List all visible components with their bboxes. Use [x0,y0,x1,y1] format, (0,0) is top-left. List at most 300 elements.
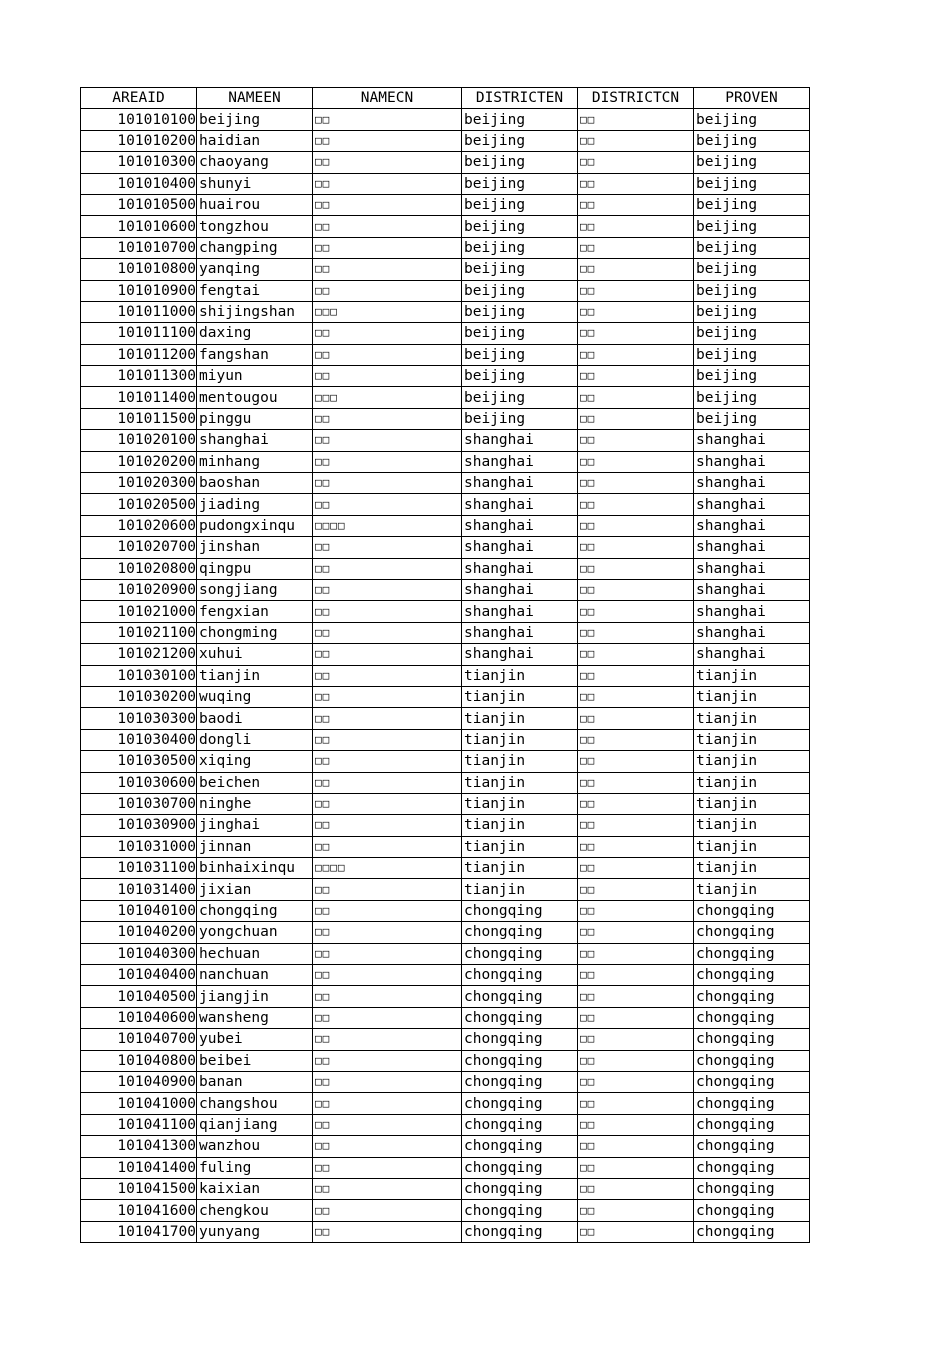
name-cn-cell: □□ [313,986,462,1007]
prov-en-cell: tianjin [694,772,810,793]
name-cn-cell: □□ [313,1221,462,1242]
district-cn-cell: □□ [578,558,694,579]
name-en-cell: haidian [197,130,313,151]
prov-en-cell: shanghai [694,622,810,643]
prov-en-cell: chongqing [694,1029,810,1050]
prov-en-cell: beijing [694,152,810,173]
district-en-cell: tianjin [462,708,578,729]
name-en-cell: changping [197,237,313,258]
name-cn-cell: □□ [313,729,462,750]
name-en-cell: daxing [197,323,313,344]
name-en-cell: songjiang [197,579,313,600]
district-en-cell: beijing [462,301,578,322]
name-cn-cell: □□ [313,344,462,365]
district-en-cell: beijing [462,173,578,194]
name-cn-cell: □□ [313,943,462,964]
table-row [81,943,810,964]
district-en-cell: shanghai [462,644,578,665]
district-cn-cell: □□ [578,793,694,814]
name-en-cell: tianjin [197,665,313,686]
name-cn-cell: □□ [313,1136,462,1157]
prov-en-cell: shanghai [694,558,810,579]
district-cn-cell: □□ [578,237,694,258]
name-cn-cell: □□ [313,1114,462,1135]
district-cn-cell: □□ [578,1221,694,1242]
column-header: DISTRICTEN [462,88,578,109]
area-id-cell: 101031100 [81,858,197,879]
table-row [81,1007,810,1028]
prov-en-cell: shanghai [694,451,810,472]
area-id-cell: 101011300 [81,366,197,387]
area-id-cell: 101040200 [81,922,197,943]
district-en-cell: beijing [462,408,578,429]
district-en-cell: beijing [462,109,578,130]
table-row [81,1178,810,1199]
district-en-cell: shanghai [462,601,578,622]
name-en-cell: jiading [197,494,313,515]
table-row [81,387,810,408]
name-cn-cell: □□ [313,579,462,600]
table-row [81,793,810,814]
table-row [81,686,810,707]
table-row [81,1029,810,1050]
name-cn-cell: □□ [313,109,462,130]
name-en-cell: yongchuan [197,922,313,943]
district-en-cell: beijing [462,237,578,258]
area-id-cell: 101011400 [81,387,197,408]
prov-en-cell: beijing [694,194,810,215]
district-cn-cell: □□ [578,451,694,472]
district-en-cell: shanghai [462,558,578,579]
name-cn-cell: □□ [313,1050,462,1071]
name-cn-cell: □□ [313,815,462,836]
name-en-cell: jinshan [197,537,313,558]
district-en-cell: chongqing [462,943,578,964]
area-id-cell: 101010500 [81,194,197,215]
prov-en-cell: chongqing [694,1178,810,1199]
name-en-cell: chongming [197,622,313,643]
district-en-cell: shanghai [462,515,578,536]
table-row [81,644,810,665]
column-header: DISTRICTCN [578,88,694,109]
district-en-cell: beijing [462,366,578,387]
prov-en-cell: tianjin [694,836,810,857]
name-en-cell: chengkou [197,1200,313,1221]
district-cn-cell: □□ [578,216,694,237]
name-cn-cell: □□□□ [313,515,462,536]
area-id-cell: 101011200 [81,344,197,365]
table-row [81,558,810,579]
prov-en-cell: tianjin [694,879,810,900]
district-en-cell: beijing [462,259,578,280]
table-row [81,408,810,429]
district-en-cell: chongqing [462,1050,578,1071]
table-row [81,729,810,750]
name-en-cell: wansheng [197,1007,313,1028]
table-row [81,451,810,472]
area-id-cell: 101030700 [81,793,197,814]
table-row [81,601,810,622]
prov-en-cell: beijing [694,173,810,194]
name-en-cell: hechuan [197,943,313,964]
district-cn-cell: □□ [578,387,694,408]
name-en-cell: baoshan [197,473,313,494]
area-id-cell: 101030400 [81,729,197,750]
district-cn-cell: □□ [578,259,694,280]
district-en-cell: chongqing [462,965,578,986]
district-cn-cell: □□ [578,622,694,643]
name-cn-cell: □□ [313,836,462,857]
district-cn-cell: □□ [578,772,694,793]
name-cn-cell: □□ [313,900,462,921]
table-row [81,152,810,173]
name-cn-cell: □□ [313,1093,462,1114]
district-cn-cell: □□ [578,152,694,173]
district-en-cell: tianjin [462,815,578,836]
prov-en-cell: tianjin [694,751,810,772]
district-cn-cell: □□ [578,1029,694,1050]
area-id-cell: 101020500 [81,494,197,515]
name-cn-cell: □□□□ [313,858,462,879]
name-cn-cell: □□ [313,644,462,665]
prov-en-cell: tianjin [694,815,810,836]
prov-en-cell: beijing [694,387,810,408]
district-cn-cell: □□ [578,922,694,943]
table-row [81,665,810,686]
district-en-cell: beijing [462,280,578,301]
district-en-cell: beijing [462,387,578,408]
name-en-cell: pudongxinqu [197,515,313,536]
district-cn-cell: □□ [578,1050,694,1071]
area-table [80,87,810,1243]
area-id-cell: 101021000 [81,601,197,622]
table-row [81,473,810,494]
name-en-cell: shunyi [197,173,313,194]
district-cn-cell: □□ [578,194,694,215]
area-id-cell: 101021200 [81,644,197,665]
prov-en-cell: shanghai [694,579,810,600]
name-en-cell: ninghe [197,793,313,814]
district-en-cell: chongqing [462,1200,578,1221]
name-en-cell: yanqing [197,259,313,280]
name-en-cell: jinnan [197,836,313,857]
area-id-cell: 101020200 [81,451,197,472]
prov-en-cell: beijing [694,259,810,280]
table-row [81,194,810,215]
table-row [81,366,810,387]
prov-en-cell: beijing [694,323,810,344]
table-row [81,1114,810,1135]
area-id-cell: 101040100 [81,900,197,921]
district-en-cell: chongqing [462,1029,578,1050]
name-en-cell: miyun [197,366,313,387]
table-row [81,344,810,365]
district-cn-cell: □□ [578,109,694,130]
district-cn-cell: □□ [578,729,694,750]
area-id-cell: 101020300 [81,473,197,494]
name-en-cell: shijingshan [197,301,313,322]
area-id-cell: 101040900 [81,1071,197,1092]
table-row [81,494,810,515]
name-cn-cell: □□ [313,494,462,515]
area-id-cell: 101010800 [81,259,197,280]
name-cn-cell: □□ [313,323,462,344]
name-en-cell: fengtai [197,280,313,301]
district-cn-cell: □□ [578,430,694,451]
name-cn-cell: □□ [313,751,462,772]
name-cn-cell: □□ [313,451,462,472]
district-cn-cell: □□ [578,644,694,665]
name-en-cell: shanghai [197,430,313,451]
name-en-cell: chongqing [197,900,313,921]
district-en-cell: chongqing [462,986,578,1007]
area-id-cell: 101040600 [81,1007,197,1028]
district-cn-cell: □□ [578,130,694,151]
name-en-cell: minhang [197,451,313,472]
district-cn-cell: □□ [578,473,694,494]
name-cn-cell: □□ [313,1071,462,1092]
area-id-cell: 101031400 [81,879,197,900]
name-en-cell: yubei [197,1029,313,1050]
district-en-cell: beijing [462,194,578,215]
district-cn-cell: □□ [578,858,694,879]
district-cn-cell: □□ [578,173,694,194]
district-en-cell: chongqing [462,1007,578,1028]
name-en-cell: kaixian [197,1178,313,1199]
prov-en-cell: tianjin [694,708,810,729]
prov-en-cell: beijing [694,366,810,387]
area-id-cell: 101030100 [81,665,197,686]
district-en-cell: shanghai [462,537,578,558]
table-row [81,216,810,237]
prov-en-cell: chongqing [694,943,810,964]
prov-en-cell: chongqing [694,965,810,986]
prov-en-cell: shanghai [694,430,810,451]
district-en-cell: tianjin [462,772,578,793]
area-id-cell: 101020600 [81,515,197,536]
area-id-cell: 101030600 [81,772,197,793]
district-en-cell: tianjin [462,729,578,750]
district-en-cell: shanghai [462,451,578,472]
name-cn-cell: □□ [313,152,462,173]
table-row [81,708,810,729]
table-row [81,986,810,1007]
prov-en-cell: chongqing [694,1200,810,1221]
area-id-cell: 101011000 [81,301,197,322]
prov-en-cell: chongqing [694,1221,810,1242]
name-cn-cell: □□ [313,1007,462,1028]
name-cn-cell: □□ [313,772,462,793]
prov-en-cell: tianjin [694,858,810,879]
area-id-cell: 101030300 [81,708,197,729]
prov-en-cell: chongqing [694,1071,810,1092]
prov-en-cell: beijing [694,301,810,322]
table-row [81,173,810,194]
area-id-cell: 101010100 [81,109,197,130]
name-cn-cell: □□ [313,1157,462,1178]
name-en-cell: xiqing [197,751,313,772]
name-cn-cell: □□□ [313,301,462,322]
name-en-cell: fuling [197,1157,313,1178]
name-cn-cell: □□□ [313,387,462,408]
name-cn-cell: □□ [313,408,462,429]
name-en-cell: dongli [197,729,313,750]
district-en-cell: tianjin [462,858,578,879]
district-cn-cell: □□ [578,344,694,365]
district-cn-cell: □□ [578,1114,694,1135]
name-cn-cell: □□ [313,173,462,194]
name-en-cell: fangshan [197,344,313,365]
name-cn-cell: □□ [313,130,462,151]
name-en-cell: wanzhou [197,1136,313,1157]
prov-en-cell: shanghai [694,537,810,558]
name-cn-cell: □□ [313,259,462,280]
prov-en-cell: chongqing [694,986,810,1007]
district-en-cell: tianjin [462,879,578,900]
name-cn-cell: □□ [313,558,462,579]
table-row [81,1157,810,1178]
district-cn-cell: □□ [578,686,694,707]
table-row [81,900,810,921]
district-cn-cell: □□ [578,601,694,622]
name-en-cell: qingpu [197,558,313,579]
name-cn-cell: □□ [313,879,462,900]
prov-en-cell: chongqing [694,1093,810,1114]
name-en-cell: qianjiang [197,1114,313,1135]
name-en-cell: chaoyang [197,152,313,173]
district-en-cell: beijing [462,130,578,151]
district-en-cell: beijing [462,344,578,365]
district-en-cell: tianjin [462,665,578,686]
area-id-cell: 101041700 [81,1221,197,1242]
district-cn-cell: □□ [578,323,694,344]
district-cn-cell: □□ [578,579,694,600]
district-en-cell: beijing [462,216,578,237]
district-cn-cell: □□ [578,1157,694,1178]
prov-en-cell: beijing [694,408,810,429]
prov-en-cell: beijing [694,109,810,130]
area-id-cell: 101041600 [81,1200,197,1221]
name-en-cell: beichen [197,772,313,793]
district-en-cell: chongqing [462,900,578,921]
name-en-cell: changshou [197,1093,313,1114]
prov-en-cell: beijing [694,130,810,151]
area-id-cell: 101011100 [81,323,197,344]
table-row [81,1221,810,1242]
table-row [81,259,810,280]
prov-en-cell: shanghai [694,515,810,536]
name-cn-cell: □□ [313,1029,462,1050]
table-row [81,922,810,943]
district-cn-cell: □□ [578,1178,694,1199]
name-cn-cell: □□ [313,366,462,387]
area-id-cell: 101010600 [81,216,197,237]
district-cn-cell: □□ [578,1071,694,1092]
name-cn-cell: □□ [313,537,462,558]
table-row [81,537,810,558]
prov-en-cell: chongqing [694,1136,810,1157]
area-id-cell: 101031000 [81,836,197,857]
prov-en-cell: shanghai [694,494,810,515]
district-cn-cell: □□ [578,879,694,900]
name-en-cell: baodi [197,708,313,729]
name-cn-cell: □□ [313,473,462,494]
area-id-cell: 101010200 [81,130,197,151]
name-en-cell: huairou [197,194,313,215]
column-header: NAMECN [313,88,462,109]
prov-en-cell: chongqing [694,1007,810,1028]
name-en-cell: yunyang [197,1221,313,1242]
name-cn-cell: □□ [313,622,462,643]
district-cn-cell: □□ [578,708,694,729]
district-en-cell: beijing [462,323,578,344]
name-en-cell: jinghai [197,815,313,836]
table-row [81,1093,810,1114]
district-cn-cell: □□ [578,1093,694,1114]
district-en-cell: chongqing [462,1114,578,1135]
table-row [81,836,810,857]
prov-en-cell: tianjin [694,793,810,814]
district-cn-cell: □□ [578,494,694,515]
prov-en-cell: shanghai [694,473,810,494]
district-cn-cell: □□ [578,665,694,686]
table-row [81,323,810,344]
district-cn-cell: □□ [578,366,694,387]
name-en-cell: nanchuan [197,965,313,986]
table-row [81,751,810,772]
district-en-cell: chongqing [462,1221,578,1242]
table-row [81,1050,810,1071]
table-row [81,622,810,643]
name-cn-cell: □□ [313,793,462,814]
name-cn-cell: □□ [313,665,462,686]
area-id-cell: 101040800 [81,1050,197,1071]
name-cn-cell: □□ [313,1178,462,1199]
area-id-cell: 101020700 [81,537,197,558]
name-cn-cell: □□ [313,194,462,215]
prov-en-cell: beijing [694,280,810,301]
area-id-cell: 101010300 [81,152,197,173]
prov-en-cell: beijing [694,344,810,365]
district-cn-cell: □□ [578,965,694,986]
name-en-cell: binhaixinqu [197,858,313,879]
district-en-cell: shanghai [462,430,578,451]
table-row [81,879,810,900]
table-row [81,1136,810,1157]
prov-en-cell: tianjin [694,686,810,707]
name-cn-cell: □□ [313,922,462,943]
table-row [81,815,810,836]
district-en-cell: chongqing [462,1178,578,1199]
table-row [81,130,810,151]
header-row [81,88,810,109]
area-id-cell: 101010700 [81,237,197,258]
area-id-cell: 101011500 [81,408,197,429]
district-en-cell: shanghai [462,473,578,494]
district-en-cell: shanghai [462,494,578,515]
table-row [81,1200,810,1221]
name-cn-cell: □□ [313,601,462,622]
district-en-cell: tianjin [462,751,578,772]
area-id-cell: 101030500 [81,751,197,772]
area-id-cell: 101030900 [81,815,197,836]
district-en-cell: chongqing [462,1093,578,1114]
table-row [81,858,810,879]
table-row [81,237,810,258]
name-en-cell: pinggu [197,408,313,429]
district-cn-cell: □□ [578,408,694,429]
prov-en-cell: chongqing [694,1114,810,1135]
